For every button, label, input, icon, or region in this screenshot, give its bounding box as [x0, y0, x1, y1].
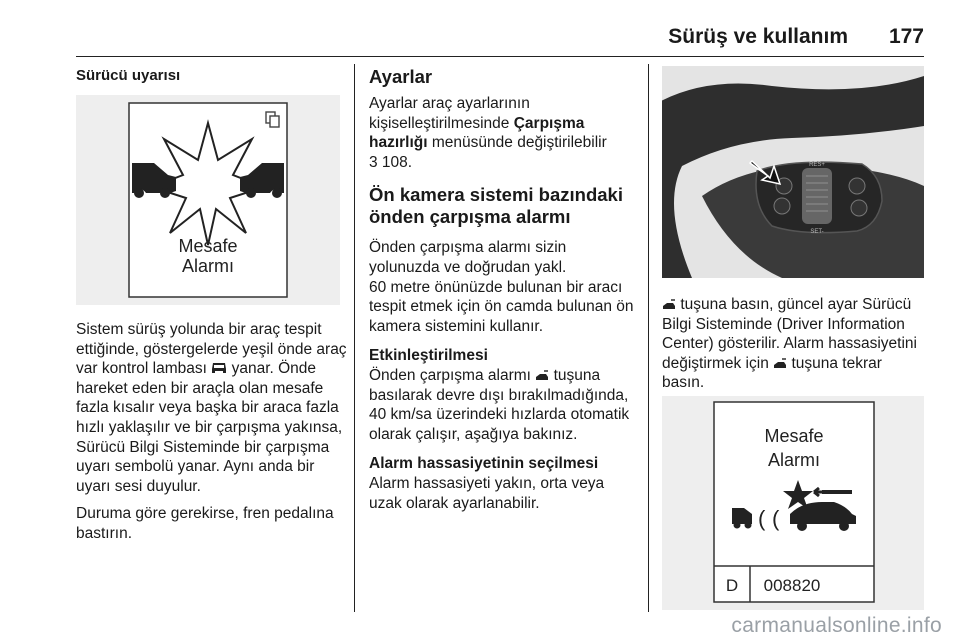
front-camera-heading: Ön kamera sistemi bazındaki önden çarpışma alarmı [369, 184, 623, 228]
collision-alert-button-icon-inline-2 [773, 358, 787, 370]
watermark: carmanualsonline.info [731, 614, 942, 637]
set-minus-label: SET- [810, 229, 824, 235]
middle-p3-part-b: tuşuna basılarak devre dışı bırakılmadığında, 40 km/sa üzerindeki hızlarda otomatik olarak çalışır, aşağıya bakınız. [369, 366, 630, 443]
settings-heading: Ayarlar [369, 66, 433, 87]
middle-paragraph-2a: Önden çarpışma alarmı sizin yolunuzda ve doğrudan yakl. [369, 239, 567, 276]
middle-paragraph-3 [369, 366, 639, 444]
running-header-title: Sürüş ve kullanım [668, 25, 848, 48]
middle-paragraph-4: Alarm hassasiyeti yakın, orta veya uzak olarak ayarlanabilir. [369, 474, 605, 512]
page-number: 177 [888, 25, 924, 48]
middle-p1-part-a: Ayarlar araç ayarlarının kişiselleştirilmesinde [369, 95, 530, 132]
right-p1-part-b: tuşuna tekrar basın. [662, 354, 882, 392]
alarm-sensitivity-figure [662, 396, 924, 610]
lim-button [851, 200, 867, 216]
driver-warning-figure [76, 95, 340, 305]
middle-p1-part-b: menüsünde değiştirilebilir [431, 134, 607, 152]
activation-subheading: Etkinleştirilmesi [369, 347, 488, 365]
dic-alarm-label: Alarmı [767, 450, 821, 470]
collision-alert-button-icon [535, 370, 549, 382]
left-paragraph-2: Duruma göre gerekirse, fren pedalına bastırın. [76, 505, 334, 542]
column-divider-2 [648, 64, 649, 612]
right-p1-part-a: tuşuna basın, güncel ayar Sürücü Bilgi Sisteminde (Driver Information Center) gösterilir. Alarm hassasiyetini değiştirmek için [662, 296, 917, 372]
figure-alarm-label: Alarmı [181, 256, 235, 276]
odometer-readout: 008820 [763, 576, 821, 595]
collision-prep-menu-label: Çarpışma hazırlığı [369, 114, 585, 152]
middle-paragraph-2b: 60 metre önünüzde bulunan bir aracı tespit etmek için ön camda bulunan ön kamera sistemini kullanır. [369, 278, 634, 335]
left-heading-block [76, 66, 344, 86]
cruise-button [849, 178, 865, 194]
sensitivity-subheading: Alarm hassasiyetinin seçilmesi [369, 455, 599, 473]
middle-paragraph-1 [369, 94, 639, 172]
cruise-cancel-button [774, 198, 790, 214]
left-body [76, 320, 348, 552]
distance-bracket-2: ( [772, 506, 780, 531]
left-p1-part-b: yanar. Önde hareket eden bir araçla olan mesafe fazla kısalır veya başka bir araca fazla hızlı yaklaşılır ve bir çarpışma yakınsa, Sürücü Bilgi Sisteminde bir çarpışma uyarı sembolü yanar. Aynı anda bir uyarı sesi duyulur. [76, 360, 343, 495]
header-rule [76, 56, 924, 57]
column-divider-1 [354, 64, 355, 612]
res-plus-label: RES+ [809, 162, 825, 168]
middle-body [369, 66, 639, 521]
right-paragraph-1 [662, 295, 928, 393]
collision-alert-button-icon-inline [662, 299, 676, 311]
right-body [662, 295, 928, 401]
driver-warning-heading: Sürücü uyarısı [76, 67, 181, 84]
distance-bracket-1: ( [758, 506, 766, 531]
left-p1-part-a: Sistem sürüş yolunda bir araç tespit ettiğinde, göstergelerde yeşil önde araç var kontrol lambası [76, 321, 347, 378]
page-reference-link[interactable]: 3 108. [369, 153, 413, 171]
dic-mesafe-label: Mesafe [764, 426, 824, 446]
left-paragraph-1 [76, 320, 348, 496]
gear-indicator: D [725, 576, 739, 595]
steering-wheel-figure [662, 66, 924, 278]
vehicle-ahead-icon [211, 361, 227, 375]
middle-p3-part-a: Önden çarpışma alarmı [369, 366, 531, 384]
figure-mesafe-label: Mesafe [178, 236, 238, 256]
